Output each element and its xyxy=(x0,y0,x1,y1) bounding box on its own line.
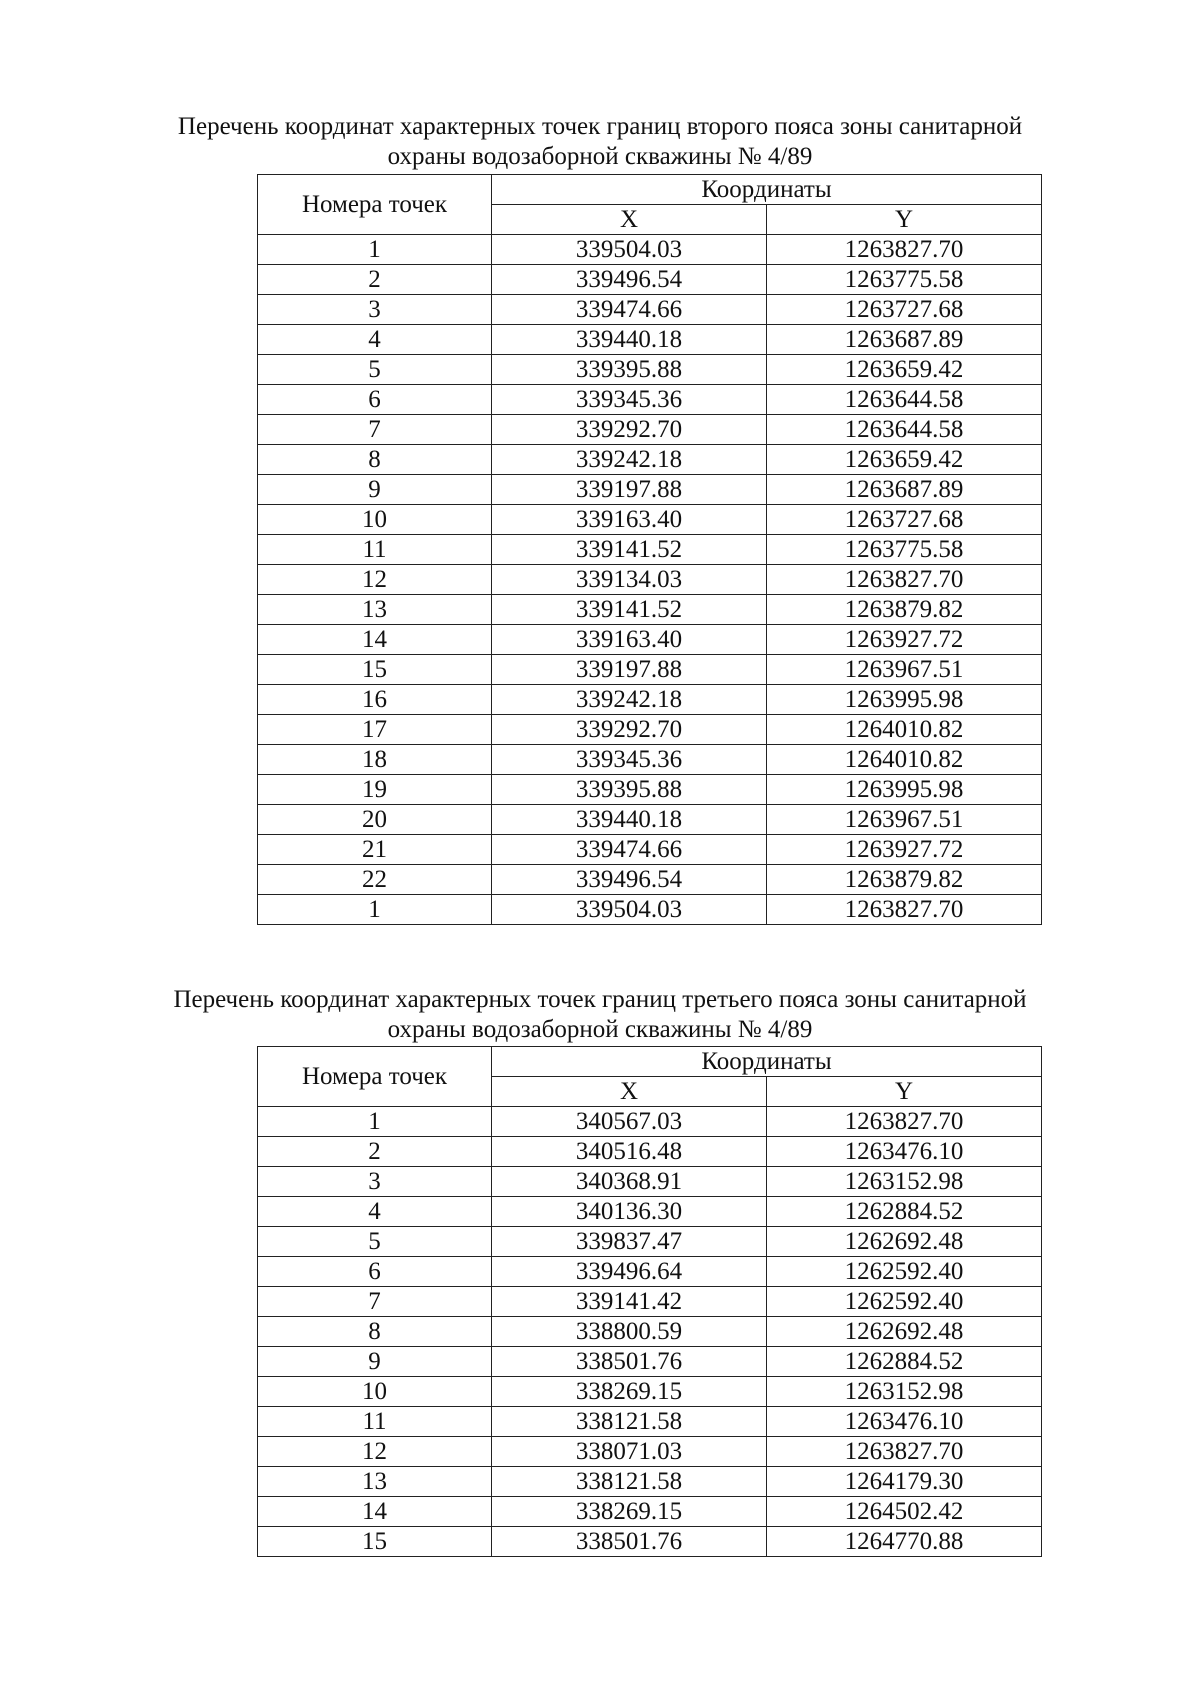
y-coordinate-cell: 1263727.68 xyxy=(767,295,1042,325)
header-coordinates: Координаты xyxy=(492,175,1042,205)
header-x: X xyxy=(492,1077,767,1107)
x-coordinate-cell: 339837.47 xyxy=(492,1227,767,1257)
point-number-cell: 7 xyxy=(258,415,492,445)
y-coordinate-cell: 1263927.72 xyxy=(767,835,1042,865)
table-row xyxy=(258,595,1042,625)
y-coordinate-cell: 1263879.82 xyxy=(767,595,1042,625)
table-2-title-line-1: Перечень координат характерных точек границ третьего пояса зоны санитарной xyxy=(173,986,1027,1013)
table-row xyxy=(258,625,1042,655)
x-coordinate-cell: 339440.18 xyxy=(492,805,767,835)
y-coordinate-cell: 1263152.98 xyxy=(767,1377,1042,1407)
y-coordinate-cell: 1263152.98 xyxy=(767,1167,1042,1197)
table-row xyxy=(258,775,1042,805)
y-coordinate-cell: 1264010.82 xyxy=(767,715,1042,745)
point-number-cell: 11 xyxy=(258,535,492,565)
x-coordinate-cell: 339197.88 xyxy=(492,475,767,505)
header-x: X xyxy=(492,205,767,235)
point-number-cell: 5 xyxy=(258,355,492,385)
x-coordinate-cell: 339141.52 xyxy=(492,595,767,625)
y-coordinate-cell: 1263659.42 xyxy=(767,355,1042,385)
point-number-cell: 1 xyxy=(258,1107,492,1137)
x-coordinate-cell: 339163.40 xyxy=(492,625,767,655)
y-coordinate-cell: 1263995.98 xyxy=(767,775,1042,805)
x-coordinate-cell: 339474.66 xyxy=(492,835,767,865)
x-coordinate-cell: 339504.03 xyxy=(492,235,767,265)
x-coordinate-cell: 339141.52 xyxy=(492,535,767,565)
table-row xyxy=(258,1467,1042,1497)
point-number-cell: 12 xyxy=(258,565,492,595)
x-coordinate-cell: 338800.59 xyxy=(492,1317,767,1347)
x-coordinate-cell: 338501.76 xyxy=(492,1347,767,1377)
table-1-title xyxy=(0,112,1200,172)
y-coordinate-cell: 1262692.48 xyxy=(767,1227,1042,1257)
point-number-cell: 19 xyxy=(258,775,492,805)
header-y: Y xyxy=(767,1077,1042,1107)
point-number-cell: 13 xyxy=(258,595,492,625)
point-number-cell: 10 xyxy=(258,505,492,535)
coordinates-table-second-belt xyxy=(257,174,1042,925)
y-coordinate-cell: 1263775.58 xyxy=(767,265,1042,295)
point-number-cell: 21 xyxy=(258,835,492,865)
x-coordinate-cell: 339496.54 xyxy=(492,265,767,295)
x-coordinate-cell: 339242.18 xyxy=(492,685,767,715)
table-row xyxy=(258,1407,1042,1437)
x-coordinate-cell: 339345.36 xyxy=(492,745,767,775)
table-row xyxy=(258,1437,1042,1467)
table-row xyxy=(258,1497,1042,1527)
table-row xyxy=(258,385,1042,415)
table-row xyxy=(258,745,1042,775)
table-row xyxy=(258,715,1042,745)
point-number-cell: 13 xyxy=(258,1467,492,1497)
point-number-cell: 3 xyxy=(258,1167,492,1197)
section-second-belt xyxy=(0,112,1200,172)
x-coordinate-cell: 339440.18 xyxy=(492,325,767,355)
table-row xyxy=(258,1257,1042,1287)
point-number-cell: 11 xyxy=(258,1407,492,1437)
x-coordinate-cell: 339197.88 xyxy=(492,655,767,685)
point-number-cell: 4 xyxy=(258,325,492,355)
point-number-cell: 9 xyxy=(258,1347,492,1377)
x-coordinate-cell: 339292.70 xyxy=(492,715,767,745)
x-coordinate-cell: 339163.40 xyxy=(492,505,767,535)
header-point-numbers: Номера точек xyxy=(258,1047,492,1107)
table-row xyxy=(258,565,1042,595)
point-number-cell: 3 xyxy=(258,295,492,325)
y-coordinate-cell: 1262592.40 xyxy=(767,1287,1042,1317)
point-number-cell: 9 xyxy=(258,475,492,505)
y-coordinate-cell: 1264502.42 xyxy=(767,1497,1042,1527)
x-coordinate-cell: 338269.15 xyxy=(492,1497,767,1527)
table-row xyxy=(258,1527,1042,1557)
y-coordinate-cell: 1263476.10 xyxy=(767,1137,1042,1167)
x-coordinate-cell: 340136.30 xyxy=(492,1197,767,1227)
coordinates-table-third-belt xyxy=(257,1046,1042,1557)
x-coordinate-cell: 339242.18 xyxy=(492,445,767,475)
table-row xyxy=(258,415,1042,445)
header-y: Y xyxy=(767,205,1042,235)
y-coordinate-cell: 1263827.70 xyxy=(767,565,1042,595)
y-coordinate-cell: 1263927.72 xyxy=(767,625,1042,655)
point-number-cell: 5 xyxy=(258,1227,492,1257)
table-row xyxy=(258,1167,1042,1197)
y-coordinate-cell: 1263775.58 xyxy=(767,535,1042,565)
x-coordinate-cell: 339496.54 xyxy=(492,865,767,895)
x-coordinate-cell: 339496.64 xyxy=(492,1257,767,1287)
x-coordinate-cell: 340567.03 xyxy=(492,1107,767,1137)
x-coordinate-cell: 339134.03 xyxy=(492,565,767,595)
y-coordinate-cell: 1263687.89 xyxy=(767,475,1042,505)
y-coordinate-cell: 1262884.52 xyxy=(767,1197,1042,1227)
table-row xyxy=(258,1347,1042,1377)
point-number-cell: 17 xyxy=(258,715,492,745)
point-number-cell: 1 xyxy=(258,235,492,265)
y-coordinate-cell: 1262884.52 xyxy=(767,1347,1042,1377)
table-row xyxy=(258,475,1042,505)
table-row xyxy=(258,685,1042,715)
point-number-cell: 10 xyxy=(258,1377,492,1407)
y-coordinate-cell: 1263644.58 xyxy=(767,385,1042,415)
point-number-cell: 8 xyxy=(258,1317,492,1347)
section-third-belt xyxy=(0,985,1200,1045)
y-coordinate-cell: 1263995.98 xyxy=(767,685,1042,715)
y-coordinate-cell: 1263827.70 xyxy=(767,895,1042,925)
point-number-cell: 4 xyxy=(258,1197,492,1227)
table-1-title-line-1: Перечень координат характерных точек границ второго пояса зоны санитарной xyxy=(177,113,1023,140)
table-2-title xyxy=(0,985,1200,1045)
point-number-cell: 15 xyxy=(258,1527,492,1557)
x-coordinate-cell: 339395.88 xyxy=(492,355,767,385)
point-number-cell: 14 xyxy=(258,625,492,655)
point-number-cell: 16 xyxy=(258,685,492,715)
table-2-title-line-2: охраны водозаборной скважины № 4/89 xyxy=(387,1016,813,1043)
x-coordinate-cell: 339504.03 xyxy=(492,895,767,925)
x-coordinate-cell: 338269.15 xyxy=(492,1377,767,1407)
point-number-cell: 2 xyxy=(258,1137,492,1167)
table-row xyxy=(258,1227,1042,1257)
y-coordinate-cell: 1263967.51 xyxy=(767,805,1042,835)
table-row xyxy=(258,895,1042,925)
point-number-cell: 7 xyxy=(258,1287,492,1317)
y-coordinate-cell: 1264010.82 xyxy=(767,745,1042,775)
point-number-cell: 22 xyxy=(258,865,492,895)
table-row xyxy=(258,445,1042,475)
table-row xyxy=(258,505,1042,535)
table-row xyxy=(258,1377,1042,1407)
table-row xyxy=(258,535,1042,565)
x-coordinate-cell: 340368.91 xyxy=(492,1167,767,1197)
y-coordinate-cell: 1263687.89 xyxy=(767,325,1042,355)
y-coordinate-cell: 1263476.10 xyxy=(767,1407,1042,1437)
point-number-cell: 12 xyxy=(258,1437,492,1467)
point-number-cell: 6 xyxy=(258,1257,492,1287)
y-coordinate-cell: 1262692.48 xyxy=(767,1317,1042,1347)
table-row xyxy=(258,1107,1042,1137)
x-coordinate-cell: 339395.88 xyxy=(492,775,767,805)
x-coordinate-cell: 338121.58 xyxy=(492,1407,767,1437)
table-row xyxy=(258,1137,1042,1167)
x-coordinate-cell: 338071.03 xyxy=(492,1437,767,1467)
point-number-cell: 20 xyxy=(258,805,492,835)
header-coordinates: Координаты xyxy=(492,1047,1042,1077)
table-row xyxy=(258,265,1042,295)
y-coordinate-cell: 1263827.70 xyxy=(767,1437,1042,1467)
y-coordinate-cell: 1263827.70 xyxy=(767,235,1042,265)
table-row xyxy=(258,805,1042,835)
x-coordinate-cell: 338501.76 xyxy=(492,1527,767,1557)
table-row xyxy=(258,295,1042,325)
table-row xyxy=(258,1197,1042,1227)
point-number-cell: 6 xyxy=(258,385,492,415)
y-coordinate-cell: 1262592.40 xyxy=(767,1257,1042,1287)
point-number-cell: 15 xyxy=(258,655,492,685)
y-coordinate-cell: 1263644.58 xyxy=(767,415,1042,445)
point-number-cell: 18 xyxy=(258,745,492,775)
point-number-cell: 2 xyxy=(258,265,492,295)
x-coordinate-cell: 339345.36 xyxy=(492,385,767,415)
y-coordinate-cell: 1263827.70 xyxy=(767,1107,1042,1137)
x-coordinate-cell: 339141.42 xyxy=(492,1287,767,1317)
table-1-body xyxy=(258,235,1042,925)
y-coordinate-cell: 1263879.82 xyxy=(767,865,1042,895)
point-number-cell: 8 xyxy=(258,445,492,475)
y-coordinate-cell: 1263727.68 xyxy=(767,505,1042,535)
table-row xyxy=(258,655,1042,685)
y-coordinate-cell: 1263659.42 xyxy=(767,445,1042,475)
table-row xyxy=(258,1287,1042,1317)
y-coordinate-cell: 1263967.51 xyxy=(767,655,1042,685)
header-point-numbers: Номера точек xyxy=(258,175,492,235)
x-coordinate-cell: 340516.48 xyxy=(492,1137,767,1167)
table-row xyxy=(258,865,1042,895)
x-coordinate-cell: 338121.58 xyxy=(492,1467,767,1497)
table-row xyxy=(258,1317,1042,1347)
point-number-cell: 1 xyxy=(258,895,492,925)
y-coordinate-cell: 1264179.30 xyxy=(767,1467,1042,1497)
table-row xyxy=(258,235,1042,265)
table-row xyxy=(258,835,1042,865)
x-coordinate-cell: 339292.70 xyxy=(492,415,767,445)
table-1-title-line-2: охраны водозаборной скважины № 4/89 xyxy=(387,143,813,170)
table-row xyxy=(258,355,1042,385)
x-coordinate-cell: 339474.66 xyxy=(492,295,767,325)
table-2-body xyxy=(258,1107,1042,1557)
y-coordinate-cell: 1264770.88 xyxy=(767,1527,1042,1557)
point-number-cell: 14 xyxy=(258,1497,492,1527)
table-row xyxy=(258,325,1042,355)
